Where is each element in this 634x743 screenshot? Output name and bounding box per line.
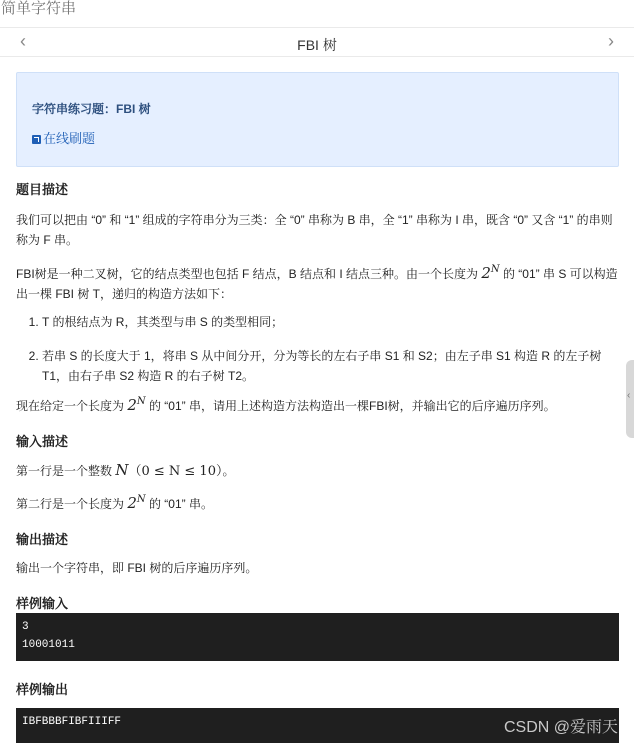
page-title: FBI 树 [297, 37, 337, 53]
exercise-info-box [16, 72, 619, 167]
input-line-1-text: 第一行是一个整数 [16, 464, 116, 478]
description-paragraph-1 [16, 210, 620, 250]
description-paragraph-3 [16, 392, 620, 416]
input-line-1-end: 。 [222, 464, 235, 478]
code-line: IBFBBBFIBFIIIFF [22, 716, 122, 728]
online-practice-link[interactable] [32, 128, 95, 147]
side-panel-toggle[interactable] [626, 360, 634, 438]
chapter-navbar [0, 28, 634, 57]
sample-input-code-block [16, 613, 619, 661]
code-line: 3 [22, 621, 29, 633]
page-category-title: 简单字符串 [1, 0, 77, 17]
formula-constraint: （0 ≤ N ≤ 10） [128, 464, 223, 479]
formula-exponent: N [490, 264, 500, 275]
formula-n-variable: N [115, 461, 129, 479]
input-line-2 [16, 490, 620, 514]
next-chapter-chevron-icon[interactable]: › [608, 31, 614, 51]
formula-base: 2 [127, 396, 137, 414]
description-p2-text-pre: FBI树是一种二叉树，它的结点类型也包括 F 结点，B 结点和 I 结点三种。由一个长度为 [16, 267, 482, 281]
output-description: 输出一个字符串，即 FBI 树的后序遍历序列。 [16, 561, 258, 575]
input-heading: 输入描述 [16, 434, 69, 449]
external-link-icon [32, 135, 41, 144]
description-paragraph-2 [16, 260, 620, 304]
code-line: 10001011 [22, 639, 75, 651]
construction-rules-list [16, 312, 620, 386]
description-p1-line-2: 称为 F 串。 [16, 233, 78, 247]
list-item: 2. 若串 S 的长度大于 1，将串 S 从中间分开，分为等长的左右子串 S1 和 S2；由左子串 S1 构造 R 的左子树 T1，由右子串 S2 构造 R 的右子树 T2。 [42, 346, 620, 386]
exercise-title: 字符串练习题：FBI 树 [32, 102, 151, 116]
sample-input-heading: 样例输入 [16, 596, 69, 611]
prev-chapter-chevron-icon[interactable]: ‹ [20, 31, 26, 51]
problem-content [16, 180, 620, 614]
formula-exponent: N [136, 396, 146, 407]
description-p1-line-1: 我们可以把由 “0” 和 “1” 组成的字符串分为三类：全 “0” 串称为 B 串，全 “1” 串称为 I 串，既含 “0” 又含 “1” 的串则 [16, 213, 613, 227]
watermark: CSDN @爱雨天 [503, 719, 618, 736]
input-line-2-end: 的 “01” 串。 [145, 497, 213, 511]
description-p3-text-pre: 现在给定一个长度为 [16, 399, 128, 413]
online-practice-label: 在线刷题 [43, 131, 96, 146]
formula-base: 2 [127, 494, 137, 512]
input-line-2-text: 第二行是一个长度为 [16, 497, 128, 511]
formula-two-pow-n [127, 494, 145, 512]
description-p2-text-post: 的 “01” 串 S 可以构造 [499, 267, 618, 281]
formula-two-pow-n [481, 264, 499, 282]
input-line-1 [16, 460, 620, 482]
formula-exponent: N [136, 494, 146, 505]
description-heading: 题目描述 [16, 182, 69, 197]
formula-two-pow-n [127, 396, 145, 414]
description-p3-text-post: 的 “01” 串，请用上述构造方法构造出一棵FBI树，并输出它的后序遍历序列。 [145, 399, 556, 413]
sample-output-heading: 样例输出 [16, 682, 69, 697]
formula-base: 2 [481, 264, 491, 282]
output-heading: 输出描述 [16, 532, 69, 547]
list-item: 1. T 的根结点为 R，其类型与串 S 的类型相同； [42, 312, 620, 332]
description-p2-line-2: 出一棵 FBI 树 T，递归的构造方法如下： [16, 287, 233, 301]
chevron-left-icon: ‹ [627, 390, 631, 401]
description-p2-line-1 [16, 260, 620, 284]
